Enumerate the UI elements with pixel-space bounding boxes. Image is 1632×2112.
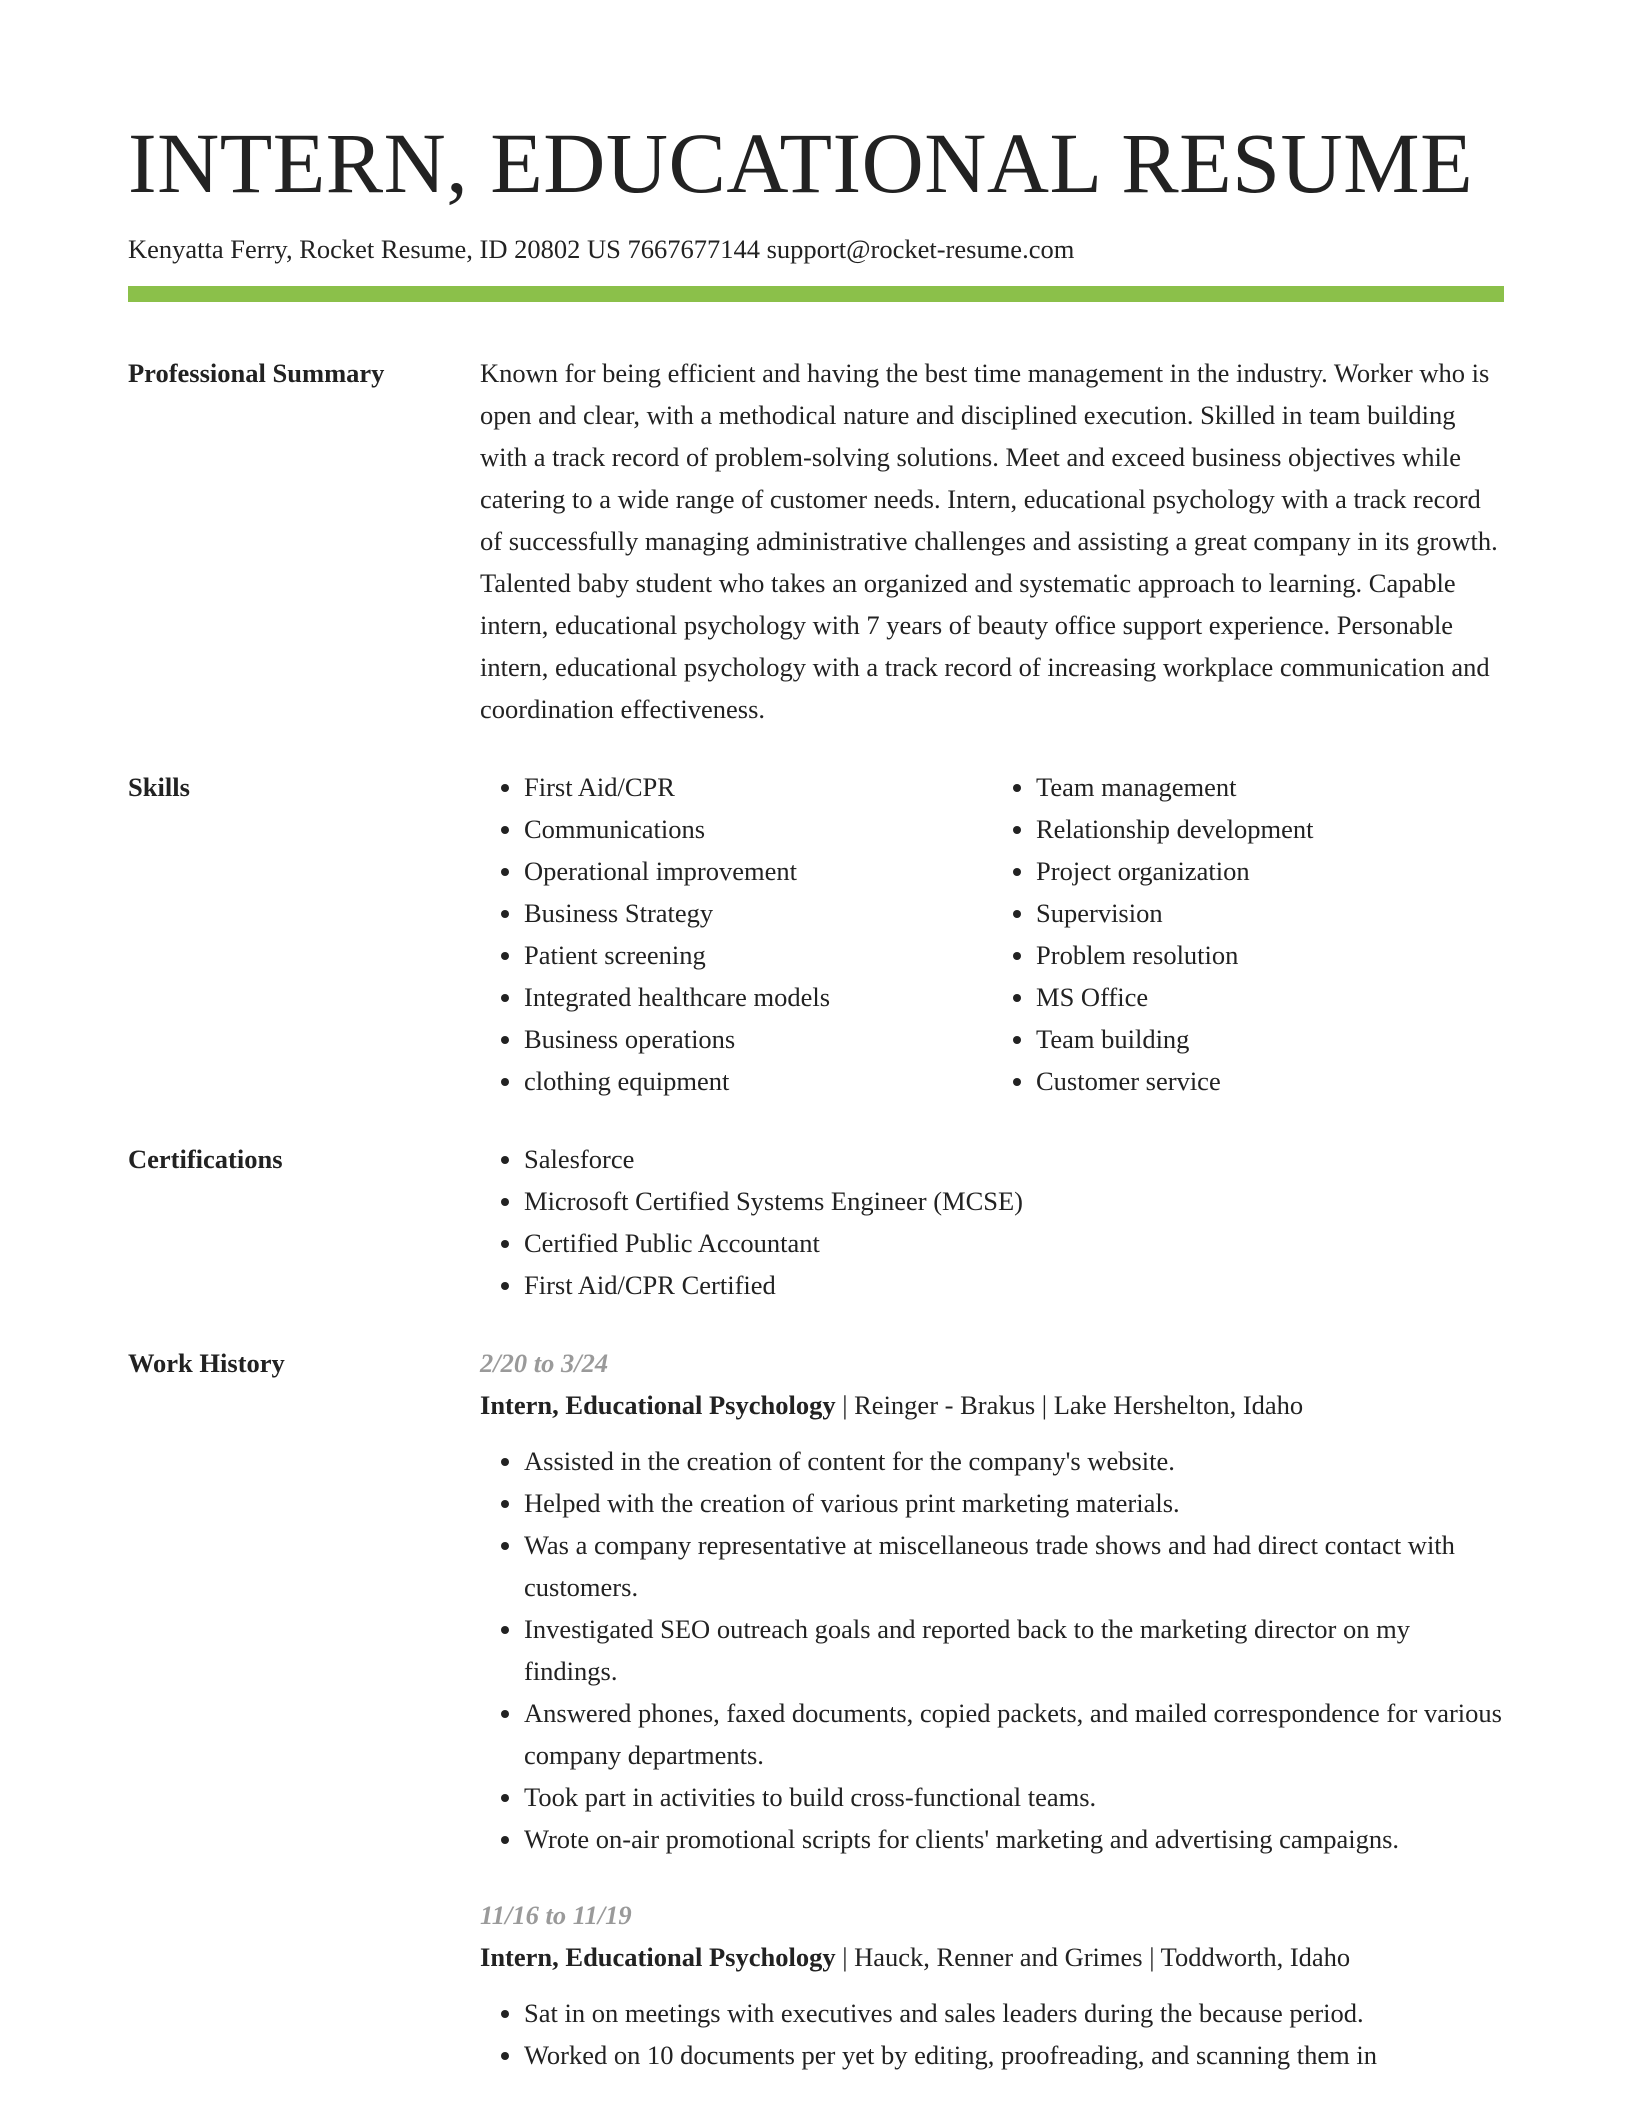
section-label-skills: Skills bbox=[128, 771, 190, 802]
job-details: | Hauck, Renner and Grimes | Toddworth, Idaho bbox=[835, 1941, 1351, 1972]
job-bullets bbox=[480, 1440, 1504, 1860]
skill-item: • Business operations bbox=[524, 1018, 992, 1060]
job-heading bbox=[480, 1936, 1504, 1978]
section-label-certifications: Certifications bbox=[128, 1143, 283, 1174]
job-title: Intern, Educational Psychology bbox=[480, 1941, 836, 1972]
skill-item: • Integrated healthcare models bbox=[524, 976, 992, 1018]
job-bullet: • Assisted in the creation of content for the company's website. bbox=[524, 1440, 1504, 1482]
section-label-summary: Professional Summary bbox=[128, 357, 385, 388]
job-title: Intern, Educational Psychology bbox=[480, 1389, 836, 1420]
skills-list-left bbox=[480, 766, 992, 1102]
skill-item: • Problem resolution bbox=[1036, 934, 1504, 976]
skill-item: • Team management bbox=[1036, 766, 1504, 808]
certifications-list bbox=[480, 1138, 1504, 1306]
skill-item: • Patient screening bbox=[524, 934, 992, 976]
job-bullet: • Answered phones, faxed documents, copied packets, and mailed correspondence for various company departments. bbox=[524, 1692, 1504, 1776]
skill-item: • Relationship development bbox=[1036, 808, 1504, 850]
job-bullet: • Worked on 10 documents per yet by editing, proofreading, and scanning them in bbox=[524, 2034, 1504, 2076]
skill-item: • clothing equipment bbox=[524, 1060, 992, 1102]
work-history-section bbox=[128, 1342, 1504, 2110]
contact-line: Kenyatta Ferry, Rocket Resume, ID 20802 US 7667677144 support@rocket-resume.com bbox=[128, 234, 1075, 264]
certifications-section bbox=[128, 1138, 1504, 1306]
job-entry bbox=[480, 1894, 1504, 2076]
job-bullet: • Helped with the creation of various print marketing materials. bbox=[524, 1482, 1504, 1524]
resume-title: INTERN, EDUCATIONAL RESUME bbox=[128, 115, 1474, 211]
skill-item: • Supervision bbox=[1036, 892, 1504, 934]
certification-item: • First Aid/CPR Certified bbox=[524, 1264, 1504, 1306]
skills-section bbox=[128, 766, 1504, 1102]
skill-item: • Business Strategy bbox=[524, 892, 992, 934]
job-bullets bbox=[480, 1992, 1504, 2076]
job-bullet: • Took part in activities to build cross-functional teams. bbox=[524, 1776, 1504, 1818]
job-heading bbox=[480, 1384, 1504, 1426]
job-details: | Reinger - Brakus | Lake Hershelton, Idaho bbox=[835, 1389, 1304, 1420]
skills-list-right bbox=[992, 766, 1504, 1102]
job-dates: 11/16 to 11/19 bbox=[480, 1899, 632, 1930]
certification-item: • Salesforce bbox=[524, 1138, 1504, 1180]
section-label-work-history: Work History bbox=[128, 1347, 285, 1378]
skill-item: • Communications bbox=[524, 808, 992, 850]
skill-item: • Operational improvement bbox=[524, 850, 992, 892]
header-divider bbox=[128, 286, 1504, 302]
job-entry bbox=[480, 1342, 1504, 1860]
job-bullet: • Sat in on meetings with executives and sales leaders during the because period. bbox=[524, 1992, 1504, 2034]
skill-item: • MS Office bbox=[1036, 976, 1504, 1018]
job-bullet: • Wrote on-air promotional scripts for clients' marketing and advertising campaigns. bbox=[524, 1818, 1504, 1860]
summary-text: Known for being efficient and having the best time management in the industry. Worker who is open and clear, with a methodical nature and disciplined execution. Skilled in team building with a track record of problem-solving solutions. Meet and exceed business objectives while catering to a wide range of customer needs. Intern, educational psychology with a track record of successfully managing administrative challenges and assisting a great company in its growth. Talented baby student who takes an organized and systematic approach to learning. Capable intern, educational psychology with 7 years of beauty office support experience. Personable intern, educational psychology with a track record of increasing workplace communication and coordination effectiveness. bbox=[480, 357, 1498, 724]
skill-item: • Team building bbox=[1036, 1018, 1504, 1060]
job-dates: 2/20 to 3/24 bbox=[480, 1347, 609, 1378]
certification-item: • Certified Public Accountant bbox=[524, 1222, 1504, 1264]
job-bullet: • Investigated SEO outreach goals and reported back to the marketing director on my findings. bbox=[524, 1608, 1504, 1692]
certification-item: • Microsoft Certified Systems Engineer (MCSE) bbox=[524, 1180, 1504, 1222]
summary-section bbox=[128, 352, 1504, 730]
skill-item: • First Aid/CPR bbox=[524, 766, 992, 808]
skill-item: • Project organization bbox=[1036, 850, 1504, 892]
skill-item: • Customer service bbox=[1036, 1060, 1504, 1102]
job-bullet: • Was a company representative at miscellaneous trade shows and had direct contact with customers. bbox=[524, 1524, 1504, 1608]
